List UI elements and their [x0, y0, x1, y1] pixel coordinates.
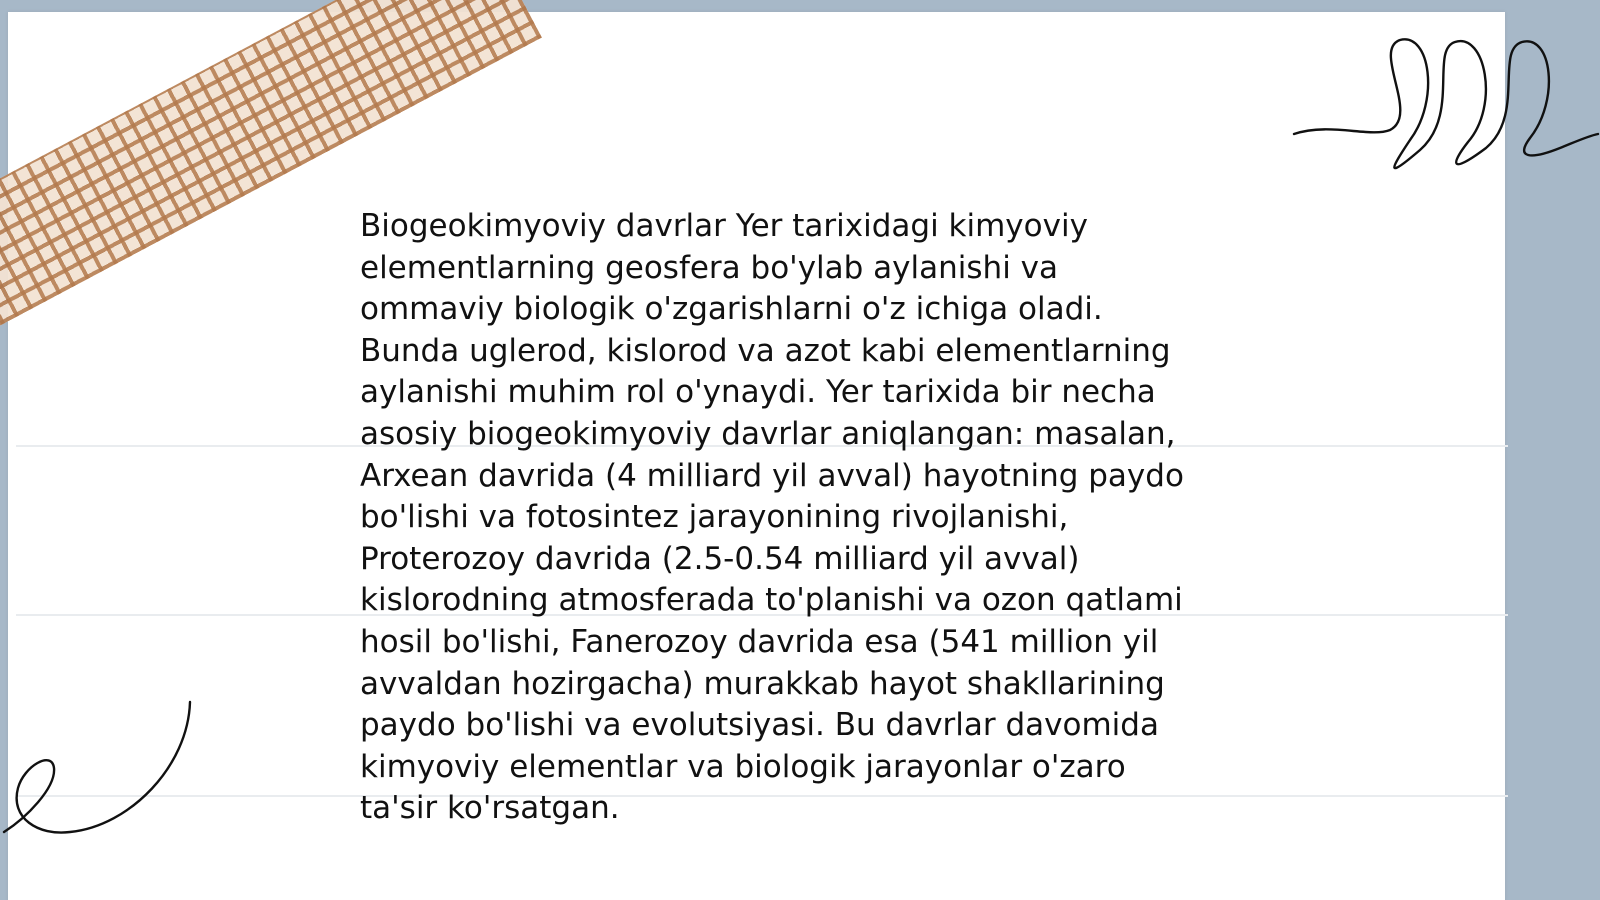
body-paragraph: Biogeokimyoviy davrlar Yer tarixidagi kimyoviy elementlarning geosfera bo'ylab aylanishi va ommaviy biologik o'zgarishlarni o'z ichiga oladi. Bunda uglerod, kislorod va azot kabi elementlarning aylanishi muhim rol o'ynaydi. Yer tarixida bir necha asosiy biogeokimyoviy davrlar aniqlangan: masalan, Arxean davrida (4 milliard yil avval) hayotning paydo bo'lishi va fotosintez jarayonining rivojlanishi, Proterozoy davrida (2.5-0.54 milliard yil avval) kislorodning atmosferada to'planishi va ozon qatlami hosil bo'lishi, Fanerozoy davrida esa (541 million yil avvaldan hozirgacha) murakkab hayot shakllarining paydo bo'lishi va evolutsiyasi. Bu davrlar davomida kimyoviy elementlar va biologik jarayonlar o'zaro ta'sir ko'rsatgan. — [360, 208, 1184, 827]
swoosh-squiggle-icon — [0, 696, 200, 846]
loop-squiggle-icon — [1290, 30, 1600, 170]
